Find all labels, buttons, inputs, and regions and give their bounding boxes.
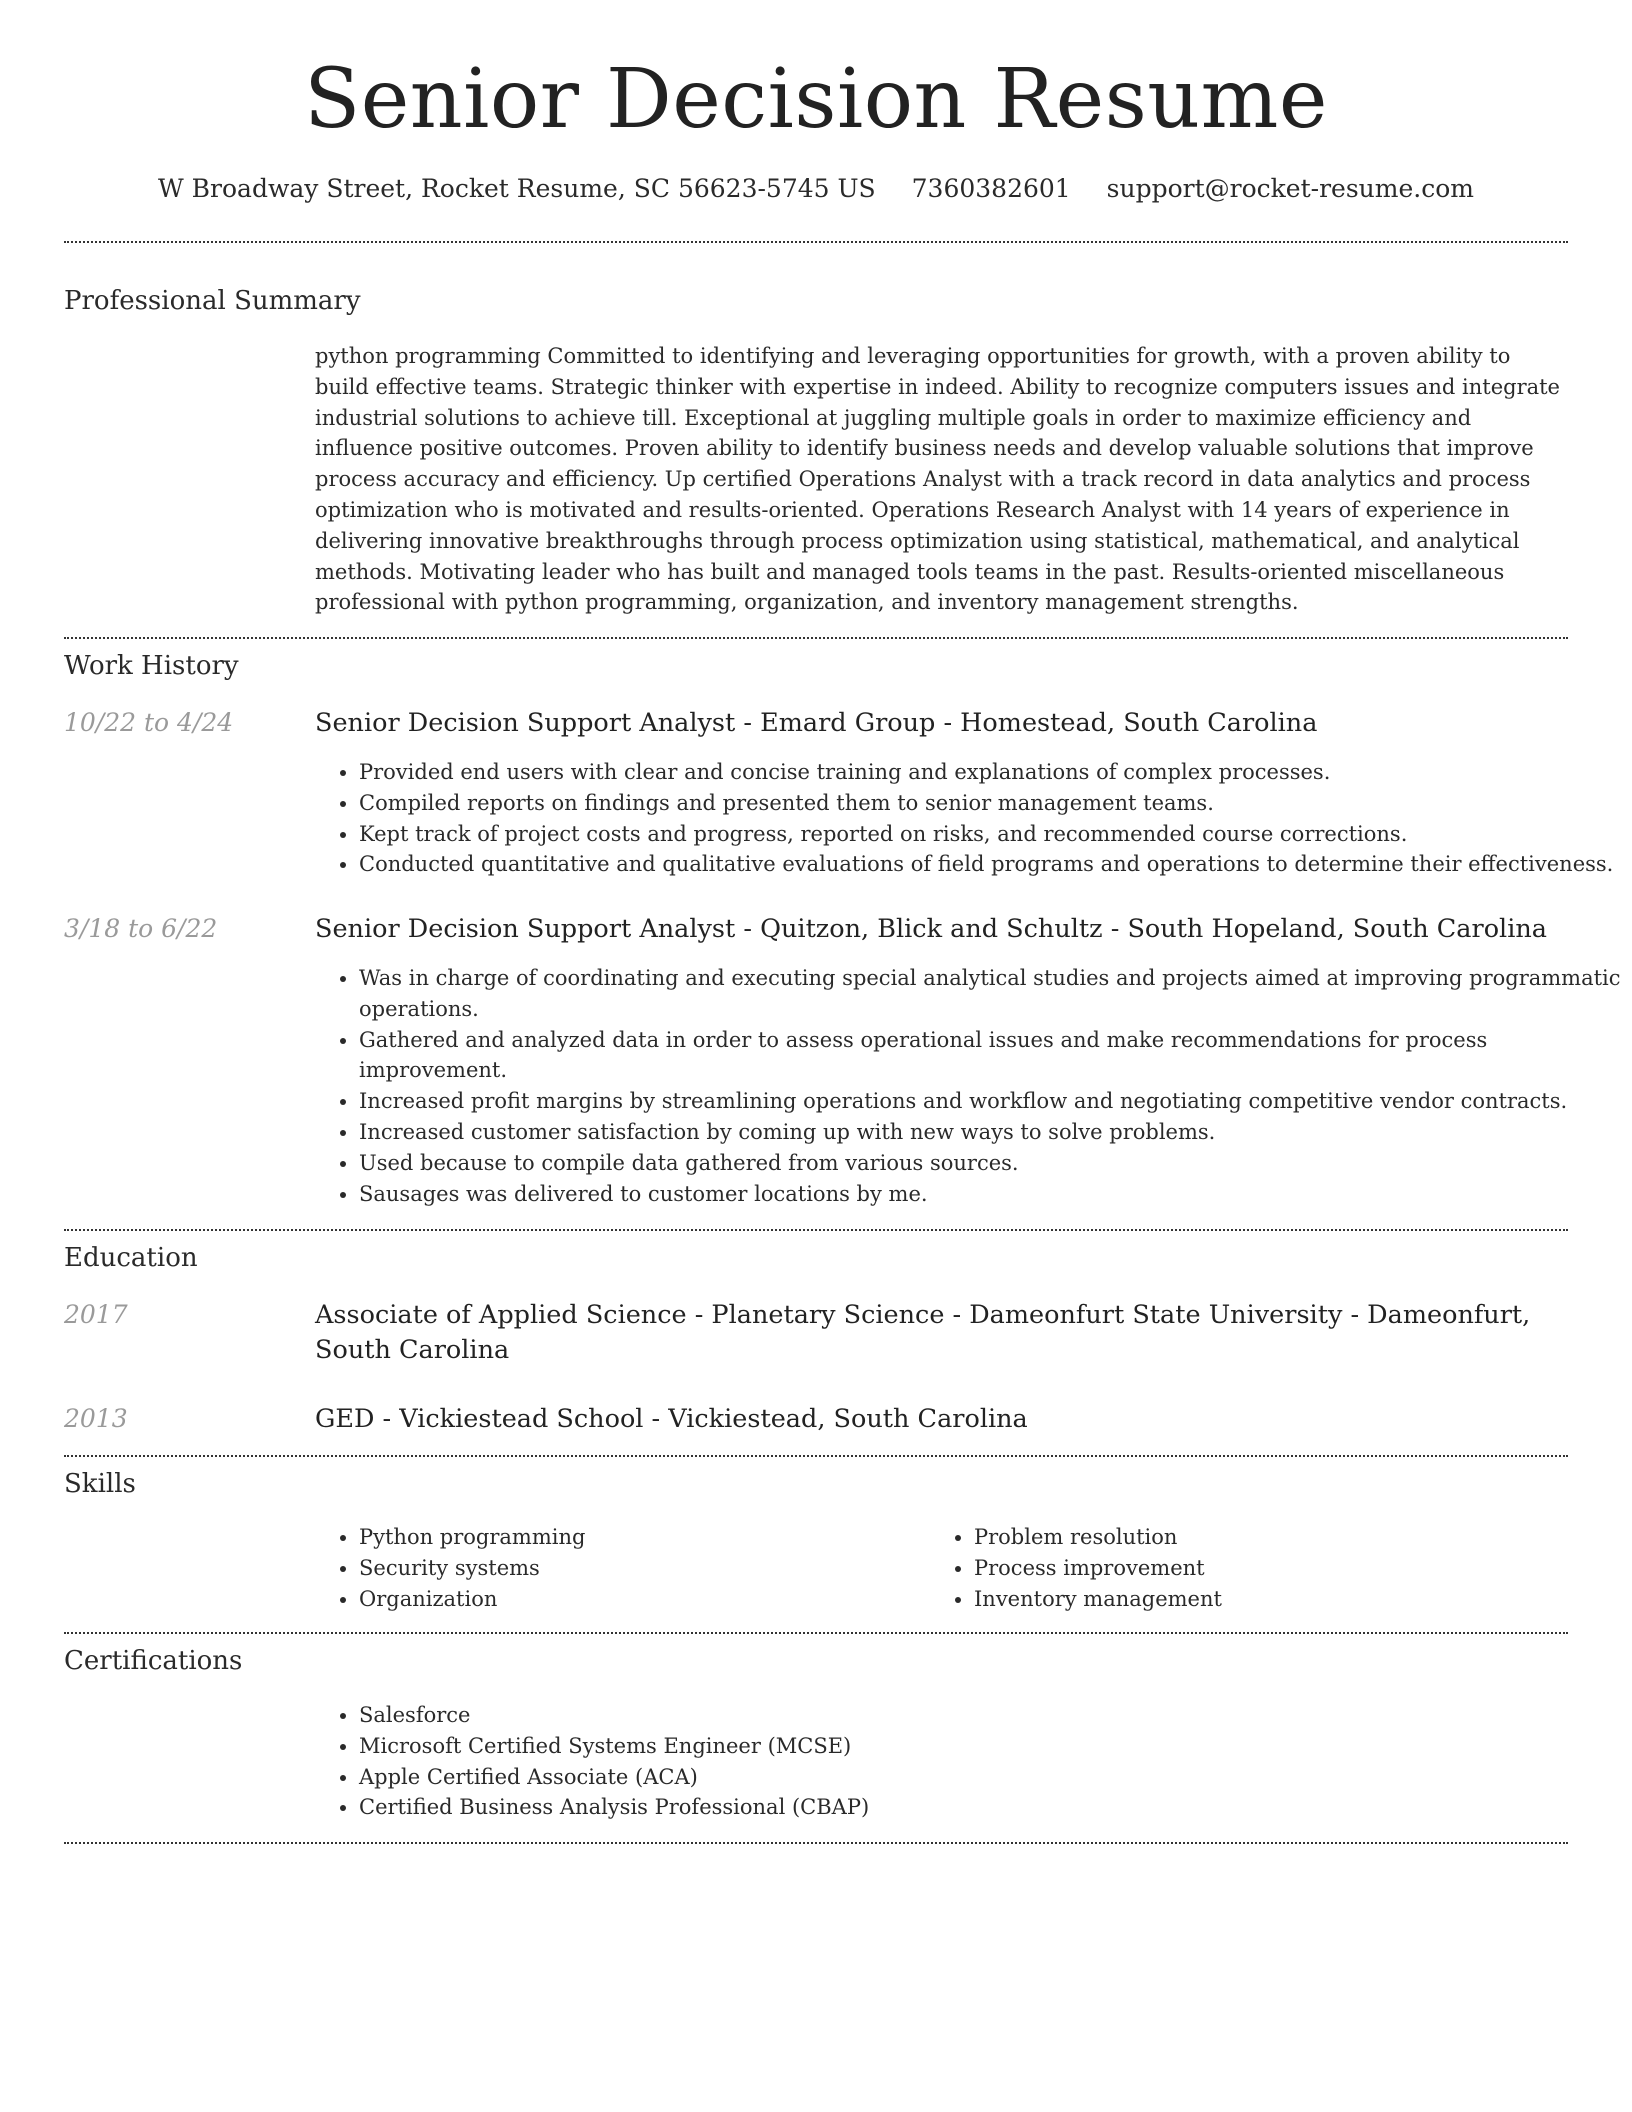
education-entry: Associate of Applied Science - Planetary Science - Dameonfurt State University - Dameonfurt, South Carolina [315, 1300, 1531, 1365]
skills-list-right [930, 1522, 1222, 1614]
job-dates: 10/22 to 4/24 [64, 708, 234, 737]
certifications-list [315, 1700, 869, 1823]
job-bullets [315, 757, 1613, 880]
section-divider [64, 241, 1568, 243]
job-title: Senior Decision Support Analyst - Emard Group - Homestead, South Carolina [315, 708, 1318, 738]
certification-item: • Apple Certified Associate (ACA) [359, 1762, 869, 1793]
certification-item: • Certified Business Analysis Professional (CBAP) [359, 1792, 869, 1823]
skill-item: • Python programming [359, 1522, 585, 1553]
contact-email: support@rocket-resume.com [1106, 174, 1474, 203]
skill-item: • Process improvement [974, 1553, 1222, 1584]
job-title: Senior Decision Support Analyst - Quitzon, Blick and Schultz - South Hopeland, South Carolina [315, 914, 1547, 944]
skill-item: • Organization [359, 1584, 585, 1615]
section-divider [64, 1229, 1568, 1231]
section-divider [64, 1455, 1568, 1457]
skill-item: • Problem resolution [974, 1522, 1222, 1553]
job-bullet: • Compiled reports on findings and presented them to senior management teams. [359, 788, 1613, 819]
job-bullet: • Increased profit margins by streamlining operations and workflow and negotiating competitive vendor contracts. [359, 1086, 1632, 1117]
summary-text: python programming Committed to identifying and leveraging opportunities for growth, with a proven ability to build effective teams. Strategic thinker with expertise in indeed. Ability to recognize computers issues and integrate industrial solutions to achieve till. Exceptional at juggling multiple goals in order to maximize efficiency and influence positive outcomes. Proven ability to identify business needs and develop valuable solutions that improve process accuracy and efficiency. Up certified Operations Analyst with a track record in data analytics and process optimization who is motivated and results-oriented. Operations Research Analyst with 14 years of experience in delivering innovative breakthroughs through process optimization using statistical, mathematical, and analytical methods. Motivating leader who has built and managed tools teams in the past. Results-oriented miscellaneous professional with python programming, organization, and inventory management strengths. [315, 344, 1560, 615]
skills-list-left [315, 1522, 585, 1614]
job-bullet: • Was in charge of coordinating and executing special analytical studies and projects aimed at improving programmatic operations. [359, 963, 1632, 1025]
job-bullet: • Gathered and analyzed data in order to assess operational issues and make recommendations for process improvement. [359, 1025, 1632, 1087]
section-divider [64, 1842, 1568, 1844]
job-bullet: • Used because to compile data gathered from various sources. [359, 1148, 1632, 1179]
section-heading-summary: Professional Summary [64, 286, 361, 316]
certification-item: • Salesforce [359, 1700, 869, 1731]
job-bullet: • Sausages was delivered to customer locations by me. [359, 1179, 1632, 1210]
resume-name: Senior Decision Resume [304, 52, 1328, 147]
education-year: 2013 [64, 1404, 128, 1433]
skill-item: • Security systems [359, 1553, 585, 1584]
section-heading-education: Education [64, 1243, 198, 1273]
section-heading-skills: Skills [64, 1469, 136, 1499]
job-bullet: • Provided end users with clear and concise training and explanations of complex processes. [359, 757, 1613, 788]
job-bullet: • Kept track of project costs and progress, reported on risks, and recommended course corrections. [359, 819, 1613, 850]
job-bullet: • Conducted quantitative and qualitative evaluations of field programs and operations to determine their effectiveness. [359, 849, 1613, 880]
section-heading-certifications: Certifications [64, 1646, 243, 1676]
contact-phone: 7360382601 [911, 174, 1071, 203]
education-year: 2017 [64, 1300, 128, 1329]
section-divider [64, 1632, 1568, 1634]
job-dates: 3/18 to 6/22 [64, 914, 218, 943]
job-bullet: • Increased customer satisfaction by coming up with new ways to solve problems. [359, 1117, 1632, 1148]
contact-address: W Broadway Street, Rocket Resume, SC 56623-5745 US [158, 174, 876, 203]
section-divider [64, 637, 1568, 639]
education-entry: GED - Vickiestead School - Vickiestead, South Carolina [315, 1404, 1028, 1434]
skill-item: • Inventory management [974, 1584, 1222, 1615]
contact-line [0, 172, 1632, 206]
section-heading-work-history: Work History [64, 651, 239, 681]
job-bullets [315, 963, 1632, 1209]
certification-item: • Microsoft Certified Systems Engineer (MCSE) [359, 1731, 869, 1762]
